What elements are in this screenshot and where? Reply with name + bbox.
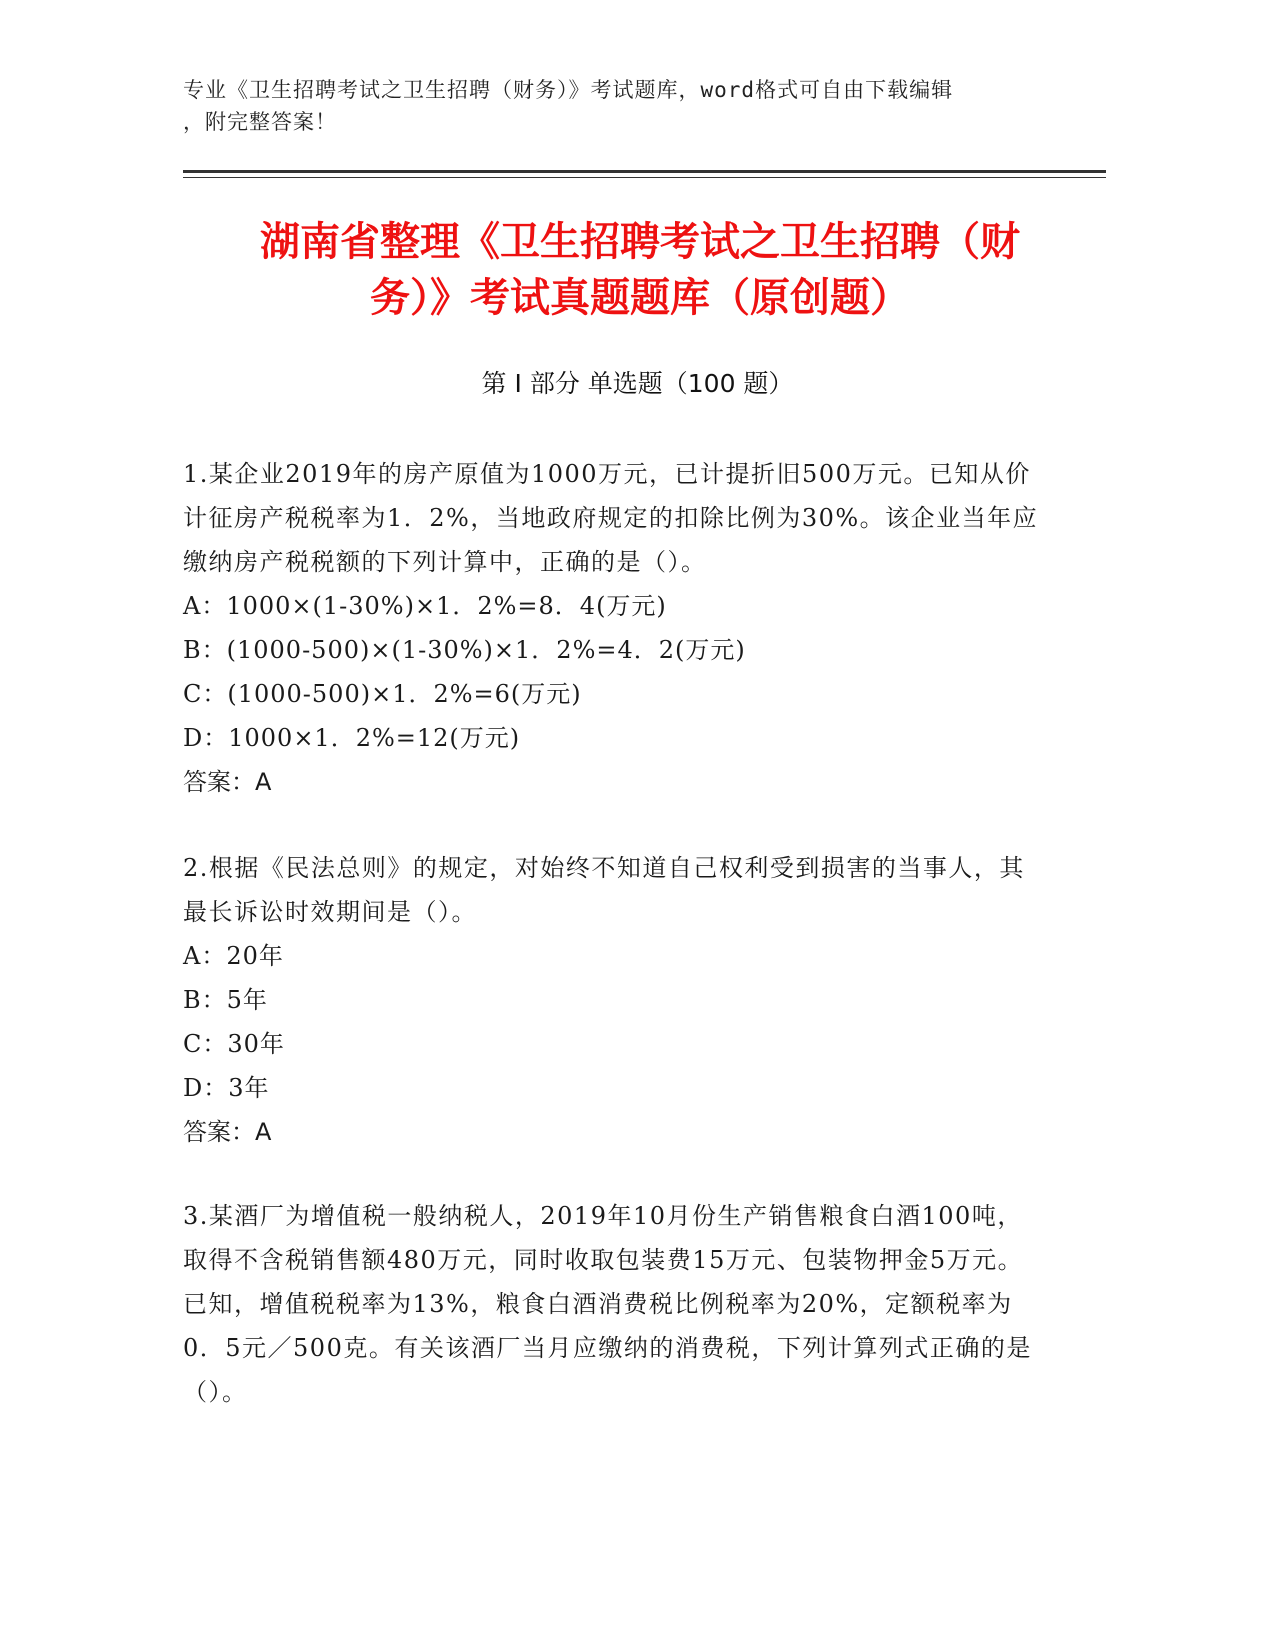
question-3 [183, 1194, 1043, 1414]
header-divider-thin [183, 177, 1106, 178]
option-b: B：5年 [183, 986, 268, 1014]
option-d: D：1000×1．2%=12(万元) [183, 724, 521, 752]
option-a: A：1000×(1-30%)×1．2%=8．4(万元) [183, 592, 667, 620]
option-b: B：(1000-500)×(1-30%)×1．2%=4．2(万元) [183, 636, 746, 664]
document-title [150, 214, 1130, 326]
document-title-line2: 务）》考试真题题库（原创题） [370, 275, 910, 321]
question-stem: 3.某酒厂为增值税一般纳税人，2019年10月份生产销售粮食白酒100吨，取得不含税销售额480万元，同时收取包装费15万元、包装物押金5万元。已知，增值税税率为13%，粮食白酒消费税比例税率为20%，定额税率为0．5元／500克。有关该酒厂当月应缴纳的消费税，下列计算列式正确的是（）。 [183, 1202, 1032, 1406]
answer: 答案：A [183, 1118, 272, 1146]
answer: 答案：A [183, 768, 272, 796]
option-c: C：30年 [183, 1030, 285, 1058]
question-stem: 2.根据《民法总则》的规定，对始终不知道自己权利受到损害的当事人，其最长诉讼时效期间是（）。 [183, 854, 1025, 926]
question-stem: 1.某企业2019年的房产原值为1000万元，已计提折旧500万元。已知从价计征房产税税率为1．2%，当地政府规定的扣除比例为30%。该企业当年应缴纳房产税税额的下列计算中，正确的是（）。 [183, 460, 1039, 576]
question-2 [183, 846, 1043, 1154]
document-title-line1: 湖南省整理《卫生招聘考试之卫生招聘（财 [260, 219, 1020, 265]
header-note-line1: 专业《卫生招聘考试之卫生招聘（财务）》考试题库，word格式可自由下载编辑 [183, 78, 954, 102]
header-note-line2: ，附完整答案！ [183, 110, 337, 134]
option-c: C：(1000-500)×1．2%=6(万元) [183, 680, 582, 708]
header-note [183, 74, 1063, 138]
option-a: A：20年 [183, 942, 284, 970]
option-d: D：3年 [183, 1074, 270, 1102]
question-1 [183, 452, 1043, 804]
header-divider-thick [183, 170, 1106, 173]
section-heading: 第 I 部分 单选题（100 题） [481, 369, 794, 398]
